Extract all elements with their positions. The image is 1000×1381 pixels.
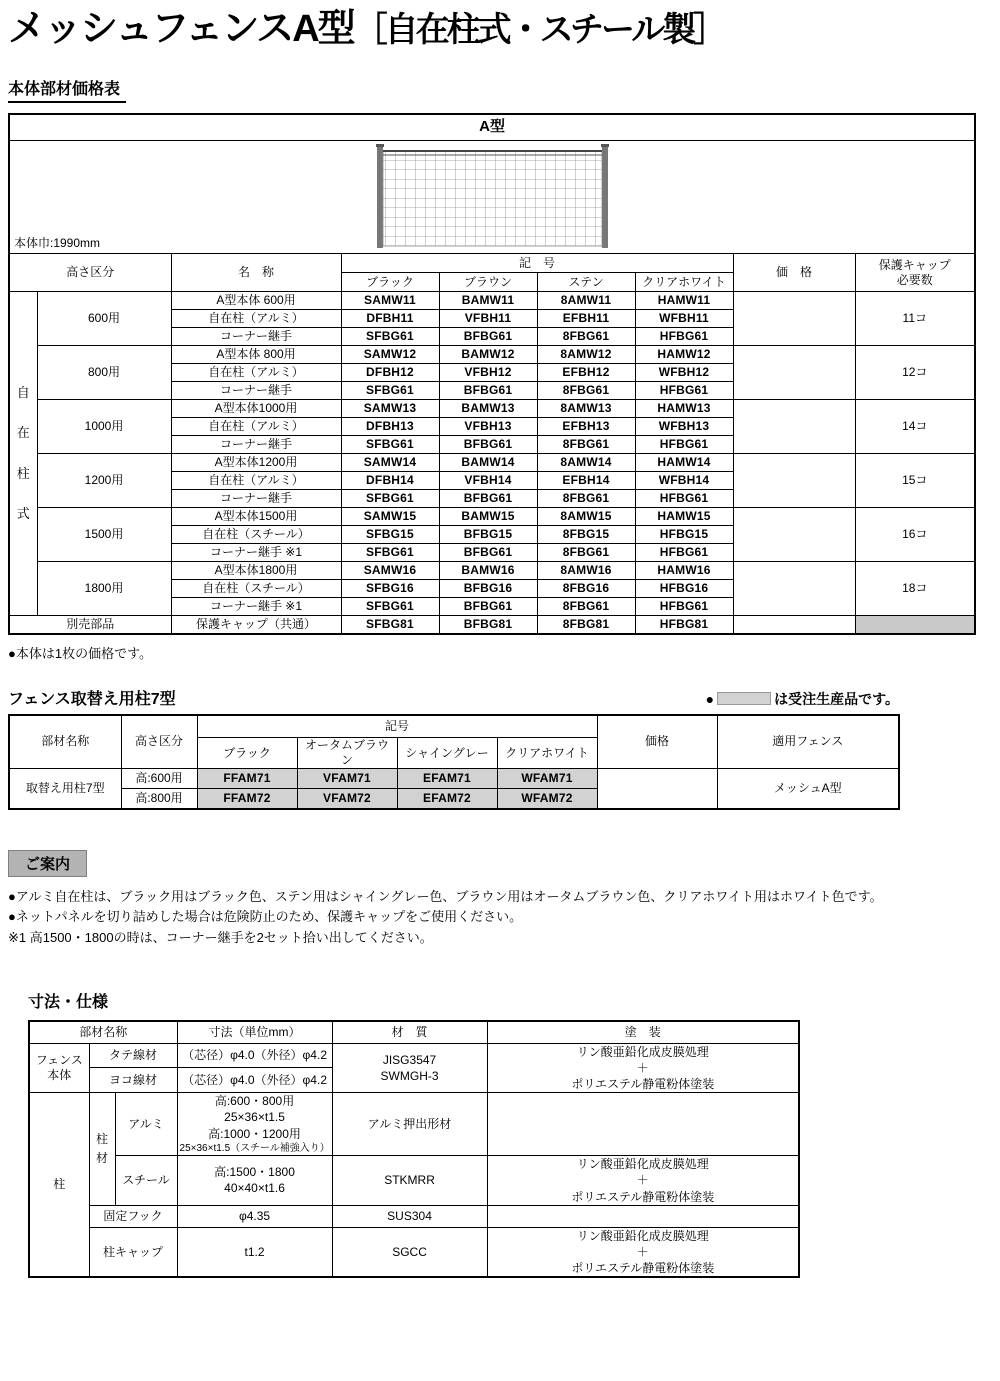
height-cell: 1200用 (37, 454, 171, 508)
code-cell: BFBG61 (439, 382, 537, 400)
material-cell: JISG3547 SWMGH-3 (332, 1043, 487, 1093)
header-color-shinegray: シャイングレー (397, 738, 497, 769)
code-cell: SFBG61 (341, 382, 439, 400)
height-cell: 800用 (37, 346, 171, 400)
price-cell (733, 454, 855, 508)
code-cell: DFBH12 (341, 364, 439, 382)
material-cell: SGCC (332, 1227, 487, 1277)
name-cell: 自在柱（アルミ） (171, 364, 341, 382)
name-cell: コーナー継手 (171, 382, 341, 400)
price-cell (733, 346, 855, 400)
price-table-note: ●本体は1枚の価格です。 (8, 645, 153, 661)
name-cell: A型本体 600用 (171, 292, 341, 310)
code-cell: HAMW16 (635, 562, 733, 580)
code-cell: BAMW11 (439, 292, 537, 310)
name-cell: コーナー継手 ※1 (171, 598, 341, 616)
code-cell: WFBH13 (635, 418, 733, 436)
code-cell: DFBH14 (341, 472, 439, 490)
name-cell: コーナー継手 (171, 490, 341, 508)
table-row (9, 346, 975, 364)
header-height: 高さ区分 (121, 715, 197, 769)
dim-cell: （芯径）φ4.0（外径）φ4.2 (177, 1068, 332, 1093)
code-cell: SFBG61 (341, 544, 439, 562)
code-cell: SFBG16 (341, 580, 439, 598)
guide-heading: ご案内 (8, 850, 87, 877)
section-heading-spec: 寸法・仕様 (28, 994, 109, 1012)
code-cell: 8FBG61 (537, 382, 635, 400)
code-cell: BAMW16 (439, 562, 537, 580)
code-cell: 8AMW12 (537, 346, 635, 364)
code-cell: FFAM71 (197, 769, 297, 789)
code-cell: WFAM72 (497, 789, 597, 809)
code-cell: SFBG61 (341, 436, 439, 454)
name-cell: 自在柱（スチール） (171, 526, 341, 544)
name-cell: A型本体 800用 (171, 346, 341, 364)
code-cell: 8FBG61 (537, 328, 635, 346)
guide-notes (8, 887, 990, 949)
name-cell: A型本体1500用 (171, 508, 341, 526)
code-cell: 8AMW11 (537, 292, 635, 310)
code-cell: 8FBG81 (537, 616, 635, 634)
code-cell: DFBH11 (341, 310, 439, 328)
table-row (29, 1156, 799, 1206)
name-cell: A型本体1200用 (171, 454, 341, 472)
price-cell (733, 508, 855, 562)
name-cell: コーナー継手 (171, 328, 341, 346)
header-fence: 適用フェンス (717, 715, 899, 769)
header-coating: 塗 装 (487, 1021, 799, 1043)
post-label: 柱 (29, 1093, 89, 1278)
price-cell (733, 616, 855, 634)
coating-cell: リン酸亜鉛化成皮膜処理 ＋ ポリエステル静電粉体塗装 (487, 1156, 799, 1206)
header-dim: 寸法（単位mm） (177, 1021, 332, 1043)
code-cell: HFBG81 (635, 616, 733, 634)
code-cell: 8AMW15 (537, 508, 635, 526)
code-cell: 8AMW14 (537, 454, 635, 472)
header-code: 記号 (197, 715, 597, 738)
code-cell: SAMW15 (341, 508, 439, 526)
dim-cell: （芯径）φ4.0（外径）φ4.2 (177, 1043, 332, 1068)
replacement-heading-row (8, 686, 899, 709)
table-row (29, 1043, 799, 1068)
name-cell: コーナー継手 (171, 436, 341, 454)
code-cell: SAMW11 (341, 292, 439, 310)
part-cell: 固定フック (89, 1205, 177, 1227)
price-cell (597, 769, 717, 809)
code-cell: HFBG61 (635, 544, 733, 562)
code-cell: BAMW13 (439, 400, 537, 418)
code-cell: 8FBG61 (537, 544, 635, 562)
header-part: 部材名称 (29, 1021, 177, 1043)
made-to-order-swatch (717, 692, 771, 705)
code-cell: WFBH12 (635, 364, 733, 382)
table-header-row (9, 254, 975, 273)
guide-note: ●ネットパネルを切り詰めした場合は危険防止のため、保護キャップをご使用ください。 (8, 909, 523, 925)
side-label: 自 在 柱 式 (9, 292, 37, 616)
material-cell: アルミ押出形材 (332, 1093, 487, 1156)
code-cell: VFBH12 (439, 364, 537, 382)
code-cell: BFBG61 (439, 490, 537, 508)
code-cell: VFAM71 (297, 769, 397, 789)
code-cell: SAMW16 (341, 562, 439, 580)
part-cell: 柱キャップ (89, 1227, 177, 1277)
code-cell: EFAM72 (397, 789, 497, 809)
legend-bullet: ● (705, 690, 715, 707)
code-cell: 8FBG61 (537, 490, 635, 508)
part-cell: ヨコ線材 (89, 1068, 177, 1093)
mesh-fence-drawing (375, 141, 610, 253)
name-cell: A型本体1000用 (171, 400, 341, 418)
table-row (9, 616, 975, 634)
table-row (29, 1227, 799, 1277)
material-cell: SUS304 (332, 1205, 487, 1227)
table-row (9, 454, 975, 472)
header-part: 部材名称 (9, 715, 121, 769)
table-row (9, 769, 899, 789)
code-cell: 8FBG15 (537, 526, 635, 544)
page-title-sub: ［自在柱式・スチール製］ (353, 11, 725, 49)
height-cell: 600用 (37, 292, 171, 346)
table-row (9, 400, 975, 418)
height-cell: 高:800用 (121, 789, 197, 809)
code-cell: HAMW11 (635, 292, 733, 310)
code-cell: EFBH13 (537, 418, 635, 436)
name-cell: 自在柱（アルミ） (171, 310, 341, 328)
code-cell: SAMW13 (341, 400, 439, 418)
code-cell: BFBG61 (439, 328, 537, 346)
material-cell: STKMRR (332, 1156, 487, 1206)
code-cell: HAMW13 (635, 400, 733, 418)
coating-cell: リン酸亜鉛化成皮膜処理 ＋ ポリエステル静電粉体塗装 (487, 1043, 799, 1093)
caps-count-cell: 15コ (855, 454, 975, 508)
code-cell: BFBG81 (439, 616, 537, 634)
code-cell: SFBG81 (341, 616, 439, 634)
code-cell: HFBG15 (635, 526, 733, 544)
code-cell: EFBH12 (537, 364, 635, 382)
header-color-clearwhite: クリアホワイト (635, 273, 733, 292)
page-title-main: メッシュフェンスA型 (8, 8, 354, 50)
caps-count-cell: 14コ (855, 400, 975, 454)
part-cell: タテ線材 (89, 1043, 177, 1068)
caps-count-cell: 18コ (855, 562, 975, 616)
code-cell: SFBG15 (341, 526, 439, 544)
fence-type-cell: メッシュA型 (717, 769, 899, 809)
code-cell: HFBG61 (635, 328, 733, 346)
section-heading-replacement: フェンス取替え用柱7型 (8, 690, 176, 708)
coating-cell (487, 1093, 799, 1156)
guide-note: ●アルミ自在柱は、ブラック用はブラック色、ステン用はシャイングレー色、ブラウン用はオータムブラウン色、クリアホワイト用はホワイト色です。 (8, 888, 883, 904)
price-cell (733, 400, 855, 454)
coating-cell (487, 1205, 799, 1227)
type-label-cell: A型 (9, 114, 975, 141)
code-cell: HFBG61 (635, 490, 733, 508)
code-cell: BFBG16 (439, 580, 537, 598)
header-name: 名 称 (171, 254, 341, 292)
page-title (8, 8, 990, 52)
code-cell: BFBG61 (439, 436, 537, 454)
code-cell: HFBG61 (635, 598, 733, 616)
code-cell: BAMW15 (439, 508, 537, 526)
code-cell: WFAM71 (497, 769, 597, 789)
header-color-black: ブラック (197, 738, 297, 769)
fence-width-caption: 本体巾:1990mm (14, 236, 101, 251)
fence-body-label: フェンス 本体 (29, 1043, 89, 1093)
fence-illustration (12, 141, 972, 253)
code-cell: SFBG61 (341, 598, 439, 616)
part-name-cell: 取替え用柱7型 (9, 769, 121, 809)
code-cell: HAMW15 (635, 508, 733, 526)
code-cell: BAMW12 (439, 346, 537, 364)
code-cell: DFBH13 (341, 418, 439, 436)
code-cell: EFBH11 (537, 310, 635, 328)
height-cell: 1000用 (37, 400, 171, 454)
main-price-table (8, 113, 976, 635)
extra-category-cell: 別売部品 (9, 616, 171, 634)
code-cell: 8FBG16 (537, 580, 635, 598)
code-cell: VFAM72 (297, 789, 397, 809)
height-cell: 1800用 (37, 562, 171, 616)
header-color-autumnbrown: オータムブラウン (297, 738, 397, 769)
name-cell: コーナー継手 ※1 (171, 544, 341, 562)
replacement-post-table (8, 714, 900, 810)
code-cell: HAMW14 (635, 454, 733, 472)
header-color-stain: ステン (537, 273, 635, 292)
code-cell: SFBG61 (341, 328, 439, 346)
header-color-clearwhite: クリアホワイト (497, 738, 597, 769)
code-cell: HFBG61 (635, 382, 733, 400)
name-cell: 保護キャップ（共通） (171, 616, 341, 634)
fence-image-cell (9, 141, 975, 254)
code-cell: 8AMW13 (537, 400, 635, 418)
code-cell: 8FBG61 (537, 598, 635, 616)
price-cell (733, 292, 855, 346)
header-color-black: ブラック (341, 273, 439, 292)
table-row (29, 1093, 799, 1156)
table-row (9, 141, 975, 254)
table-row (29, 1205, 799, 1227)
price-cell (733, 562, 855, 616)
section-heading-price-table: 本体部材価格表 (8, 76, 126, 103)
caps-count-cell: 16コ (855, 508, 975, 562)
header-price: 価 格 (733, 254, 855, 292)
caps-count-cell: 11コ (855, 292, 975, 346)
code-cell: BFBG61 (439, 544, 537, 562)
code-cell: VFBH14 (439, 472, 537, 490)
header-color-brown: ブラウン (439, 273, 537, 292)
code-cell: VFBH13 (439, 418, 537, 436)
table-row (9, 508, 975, 526)
code-cell: SAMW14 (341, 454, 439, 472)
part-cell: スチール (115, 1156, 177, 1206)
coating-cell: リン酸亜鉛化成皮膜処理 ＋ ポリエステル静電粉体塗装 (487, 1227, 799, 1277)
caps-na-cell (855, 616, 975, 634)
dim-cell: 高:600・800用 25×36×t1.5 高:1000・1200用 25×36×t1.5（スチール補強入り） (177, 1093, 332, 1156)
height-cell: 高:600用 (121, 769, 197, 789)
code-cell: 8FBG61 (537, 436, 635, 454)
name-cell: 自在柱（アルミ） (171, 418, 341, 436)
header-caps: 保護キャップ 必要数 (855, 254, 975, 292)
code-cell: 8AMW16 (537, 562, 635, 580)
code-cell: EFAM71 (397, 769, 497, 789)
code-cell: WFBH14 (635, 472, 733, 490)
table-row (9, 292, 975, 310)
spec-table (28, 1020, 800, 1278)
dim-cell: 高:1500・1800 40×40×t1.6 (177, 1156, 332, 1206)
code-cell: WFBH11 (635, 310, 733, 328)
dim-cell: t1.2 (177, 1227, 332, 1277)
name-cell: 自在柱（アルミ） (171, 472, 341, 490)
code-cell: HAMW12 (635, 346, 733, 364)
header-price: 価格 (597, 715, 717, 769)
table-row (9, 562, 975, 580)
dim-cell: φ4.35 (177, 1205, 332, 1227)
post-material-label: 柱 材 (89, 1093, 115, 1206)
header-code: 記 号 (341, 254, 733, 273)
code-cell: FFAM72 (197, 789, 297, 809)
name-cell: 自在柱（スチール） (171, 580, 341, 598)
table-header-row (29, 1021, 799, 1043)
table-header-row (9, 715, 899, 738)
code-cell: BAMW14 (439, 454, 537, 472)
guide-note: ※1 高1500・1800の時は、コーナー継手を2セット拾い出してください。 (8, 930, 433, 946)
code-cell: BFBG15 (439, 526, 537, 544)
code-cell: SAMW12 (341, 346, 439, 364)
table-row (9, 114, 975, 141)
code-cell: HFBG16 (635, 580, 733, 598)
header-height: 高さ区分 (9, 254, 171, 292)
code-cell: HFBG61 (635, 436, 733, 454)
name-cell: A型本体1800用 (171, 562, 341, 580)
caps-count-cell: 12コ (855, 346, 975, 400)
code-cell: VFBH11 (439, 310, 537, 328)
height-cell: 1500用 (37, 508, 171, 562)
part-cell: アルミ (115, 1093, 177, 1156)
code-cell: BFBG61 (439, 598, 537, 616)
header-material: 材 質 (332, 1021, 487, 1043)
code-cell: SFBG61 (341, 490, 439, 508)
code-cell: EFBH14 (537, 472, 635, 490)
made-to-order-legend (706, 689, 899, 709)
legend-text: は受注生産品です。 (774, 690, 899, 707)
